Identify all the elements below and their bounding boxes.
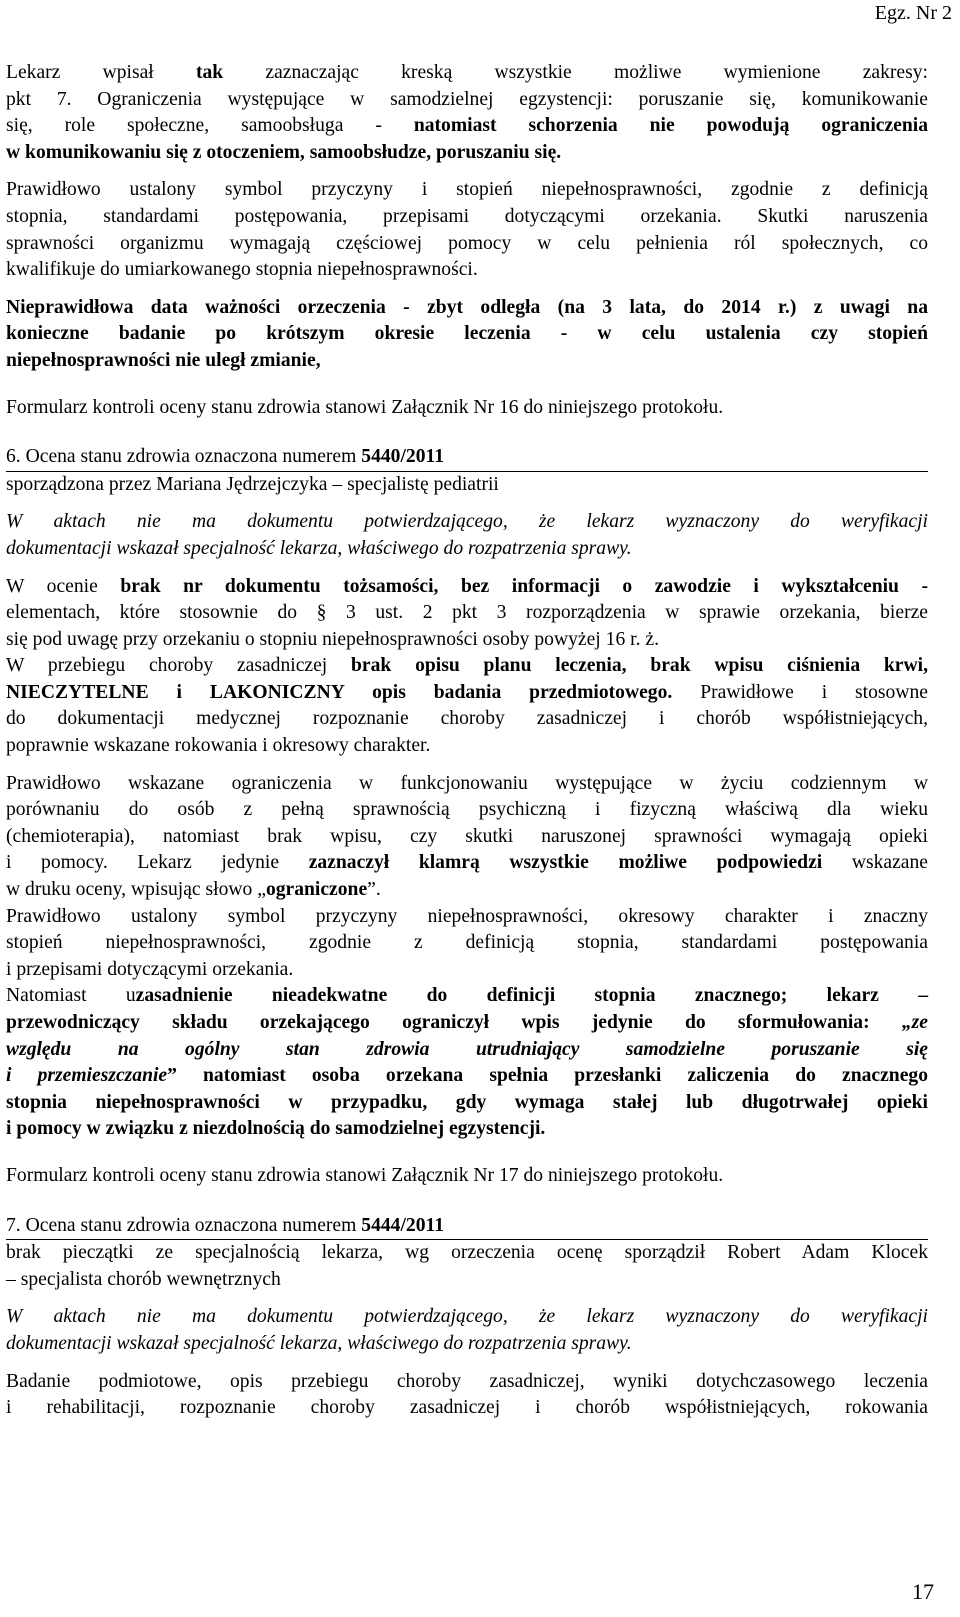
text-line: W przebiegu choroby zasadniczej brak opisu planu leczenia, brak wpisu ciśnienia krwi, <box>6 655 928 677</box>
text-line: Formularz kontroli oceny stanu zdrowia stanowi Załącznik Nr 16 do niniejszego protokołu. <box>6 396 724 418</box>
text-line: stopień niepełnosprawności, zgodnie z definicją stopnia, standardami postępowania <box>6 932 928 954</box>
text-line: w komunikowaniu się z otoczeniem, samoobsłudze, poruszaniu się. <box>6 141 562 163</box>
text-line: i pomocy w związku z niezdolnością do samodzielnej egzystencji. <box>6 1118 546 1140</box>
text-line: Nieprawidłowa data ważności orzeczenia - zbyt odległa (na 3 lata, do 2014 r.) z uwagi na <box>6 296 928 318</box>
text-line: niepełnosprawności nie uległ zmianie, <box>6 349 321 371</box>
text-line: brak pieczątki ze specjalnością lekarza, wg orzeczenia ocenę sporządził Robert Adam Klocek <box>6 1242 928 1264</box>
paragraph-missing-stamp <box>6 1240 928 1293</box>
text-line: stopnia niepełnosprawności w przypadku, gdy wymaga stałej lub długotrwałej opieki <box>6 1091 928 1113</box>
section-7-heading <box>6 1213 928 1241</box>
text-line: – specjalista chorób wewnętrznych <box>6 1268 281 1290</box>
text-line: poprawnie wskazane rokowania i okresowy charakter. <box>6 735 431 757</box>
text-line: Formularz kontroli oceny stanu zdrowia stanowi Załącznik Nr 17 do niniejszego protokołu. <box>6 1164 724 1186</box>
text-line: W aktach nie ma dokumentu potwierdzającego, że lekarz wyznaczony do weryfikacji <box>6 511 928 533</box>
text-line: Lekarz wpisał tak zaznaczając kreską wszystkie możliwe wymienione zakresy: <box>6 62 928 83</box>
text-line: Prawidłowo ustalony symbol przyczyny i stopień niepełnosprawności, zgodnie z definicją <box>6 179 928 201</box>
section-heading: 6. Ocena stanu zdrowia oznaczona numerem 5440/2011 <box>6 444 928 472</box>
paragraph-missing-document <box>6 509 928 562</box>
text-line: w druku oceny, wpisując słowo „ograniczone”. <box>6 879 381 901</box>
text-line: przewodniczący składu orzekającego ograniczył wpis jedynie do sformułowania: „ze <box>6 1012 928 1033</box>
text-line: i przemieszczanie” natomiast osoba orzekana spełnia przesłanki zaliczenia do znacznego <box>6 1065 928 1087</box>
section-6-heading <box>6 444 928 498</box>
paragraph-validity-date <box>6 295 928 375</box>
paragraph-examination <box>6 1369 928 1422</box>
section-subheading: sporządzona przez Mariana Jędrzejczyka – specjalistę pediatrii <box>6 473 499 495</box>
paragraph-disease-course <box>6 653 928 759</box>
text-line: elementach, które stosownie do § 3 ust. 2 pkt 3 rozporządzenia w sprawie orzekania, bierze <box>6 602 928 624</box>
text-line: się pod uwagę przy orzekaniu o stopniu niepełnosprawności osoby powyżej 16 r. ż. <box>6 628 659 650</box>
text-line: się, role społeczne, samoobsługa - natomiast schorzenia nie powodują ograniczenia <box>6 115 928 137</box>
text-line: W ocenie brak nr dokumentu tożsamości, bez informacji o zawodzie i wykształceniu - <box>6 575 928 597</box>
text-line: Prawidłowo ustalony symbol przyczyny niepełnosprawności, okresowy charakter i znaczny <box>6 905 928 927</box>
document-body <box>6 60 928 1422</box>
text-line: porównaniu do osób z pełną sprawnością psychiczną i fizyczną właściwą dla wieku <box>6 799 928 821</box>
text-line: Natomiast uzasadnienie nieadekwatne do definicji stopnia znacznego; lekarz – <box>6 985 928 1007</box>
paragraph-correct-symbol <box>6 904 928 984</box>
text-line: dokumentacji wskazał specjalność lekarza, właściwego do rozpatrzenia sprawy. <box>6 537 632 559</box>
text-line: pkt 7. Ograniczenia występujące w samodzielnej egzystencji: poruszanie się, komunikowanie <box>6 88 928 110</box>
section-heading: 7. Ocena stanu zdrowia oznaczona numerem 5444/2011 <box>6 1213 928 1241</box>
text-line: i pomocy. Lekarz jedynie zaznaczył klamrą wszystkie możliwe podpowiedzi wskazane <box>6 852 928 874</box>
paragraph-inadequate-justification <box>6 983 928 1143</box>
paragraph-missing-document-2 <box>6 1304 928 1357</box>
text-line: konieczne badanie po krótszym okresie leczenia - w celu ustalenia czy stopień <box>6 323 928 345</box>
page-number: 17 <box>912 1579 934 1604</box>
text-line: stopnia, standardami postępowania, przepisami dotyczącymi orzekania. Skutki naruszenia <box>6 205 928 227</box>
text-line: W aktach nie ma dokumentu potwierdzającego, że lekarz wyznaczony do weryfikacji <box>6 1306 928 1328</box>
text-line: Badanie podmiotowe, opis przebiegu choroby zasadniczej, wyniki dotychczasowego leczenia <box>6 1370 928 1392</box>
paragraph-scope-note <box>6 60 928 166</box>
paragraph-attachment-16 <box>6 395 928 422</box>
text-line: i przepisami dotyczącymi orzekania. <box>6 958 294 980</box>
paragraph-attachment-17 <box>6 1163 928 1190</box>
paragraph-limitations <box>6 771 928 904</box>
paragraph-missing-identity <box>6 574 928 654</box>
text-line: (chemioterapia), natomiast brak wpisu, czy skutki naruszonej sprawności wymagają opieki <box>6 825 928 847</box>
text-line: względu na ogólny stan zdrowia utrudniający samodzielne poruszanie się <box>6 1038 928 1060</box>
text-line: dokumentacji wskazał specjalność lekarza, właściwego do rozpatrzenia sprawy. <box>6 1332 632 1354</box>
text-line: kwalifikuje do umiarkowanego stopnia niepełnosprawności. <box>6 259 478 281</box>
text-line: Prawidłowo wskazane ograniczenia w funkcjonowaniu występujące w życiu codziennym w <box>6 772 928 794</box>
copy-number-label: Egz. Nr 2 <box>874 2 952 24</box>
text-line: sprawności organizmu wymagają częściowej pomocy w celu pełnienia ról społecznych, co <box>6 232 928 254</box>
paragraph-symbol-assessment <box>6 177 928 283</box>
text-line: do dokumentacji medycznej rozpoznanie choroby zasadniczej i chorób współistniejących, <box>6 708 928 730</box>
text-line: NIECZYTELNE i LAKONICZNY opis badania przedmiotowego. Prawidłowe i stosowne <box>6 681 928 703</box>
text-line: i rehabilitacji, rozpoznanie choroby zasadniczej i chorób współistniejących, rokowania <box>6 1397 928 1419</box>
